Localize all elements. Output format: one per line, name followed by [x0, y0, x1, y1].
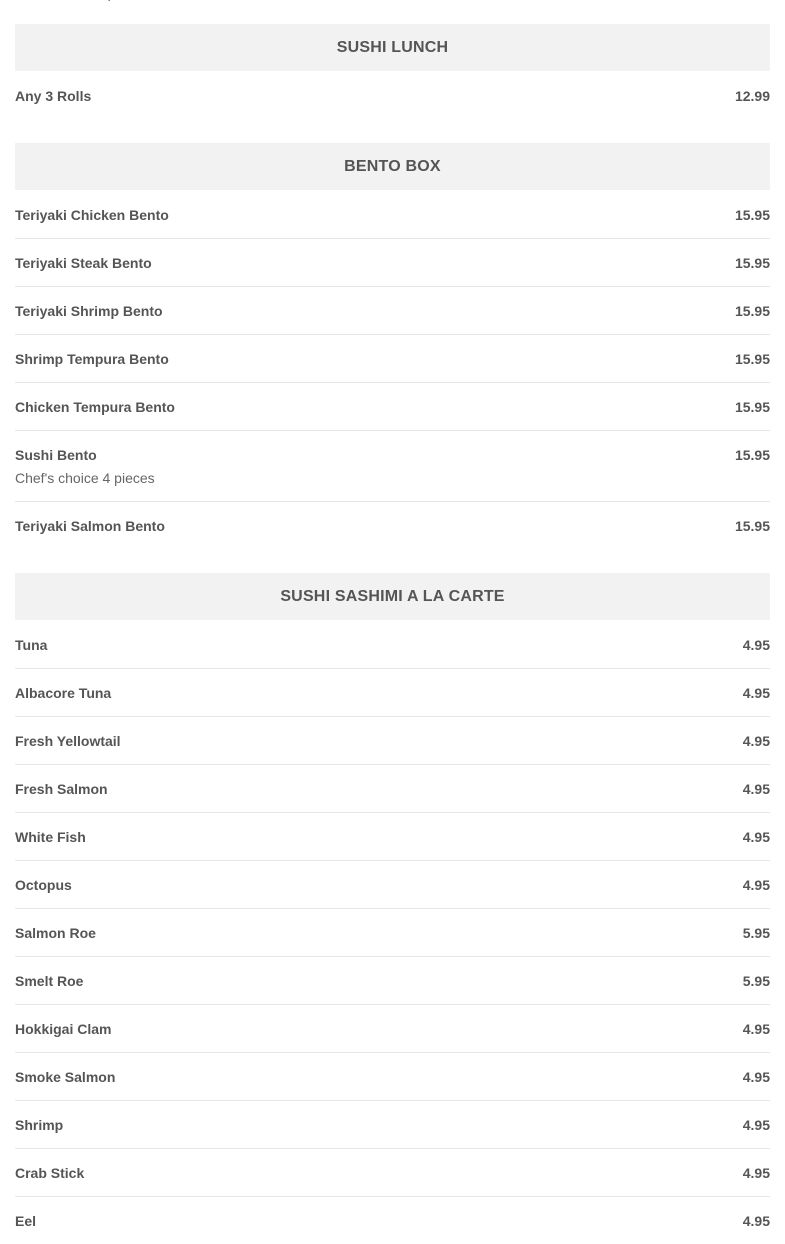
section-header: BENTO BOX: [15, 143, 770, 190]
menu-item-price: 4.95: [742, 733, 770, 749]
menu-item-row: [15, 974, 770, 988]
menu-item-row: [15, 256, 770, 270]
menu-item-row: [15, 686, 770, 700]
menu-item-row: [15, 1118, 770, 1132]
menu-item-name: Albacore Tuna: [15, 685, 112, 701]
menu-item-row: [15, 519, 770, 533]
menu-item-name: Shrimp: [15, 1117, 64, 1133]
menu-item[interactable]: [15, 669, 770, 717]
menu-item[interactable]: [15, 1149, 770, 1197]
menu-item-price: 15.95: [734, 351, 770, 367]
menu-item-price: 4.95: [742, 829, 770, 845]
menu-item-name: Any 3 Rolls: [15, 88, 92, 104]
menu-item[interactable]: [15, 1101, 770, 1149]
menu-item[interactable]: [15, 1053, 770, 1101]
menu-item-name: Hokkigai Clam: [15, 1021, 112, 1037]
menu-item-name: Shrimp Tempura Bento: [15, 351, 169, 367]
menu-item-row: [15, 1070, 770, 1084]
menu-item-price: 15.95: [734, 399, 770, 415]
menu-item-name: Fresh Yellowtail: [15, 733, 121, 749]
menu-item-name: Salmon Roe: [15, 925, 96, 941]
menu-item[interactable]: [15, 287, 770, 335]
menu-item-row: [15, 1166, 770, 1180]
menu-item[interactable]: [15, 861, 770, 909]
menu-item-name: Teriyaki Chicken Bento: [15, 207, 169, 223]
menu-item-row: [15, 89, 770, 103]
menu-item[interactable]: [15, 431, 770, 502]
menu-item-row: [15, 400, 770, 414]
menu-item-row: [15, 1022, 770, 1036]
menu-item-description: Chef's choice 4 pieces: [15, 470, 155, 486]
menu-item-row: [15, 926, 770, 940]
menu-item-name: Crab Stick: [15, 1165, 85, 1181]
menu-sections: [15, 24, 770, 1244]
menu-item-name: Sushi Bento: [15, 447, 97, 463]
menu-item-name: Eel: [15, 1213, 37, 1229]
menu-item-price: 4.95: [742, 1021, 770, 1037]
menu-item-name: Teriyaki Shrimp Bento: [15, 303, 163, 319]
menu-item-price: 15.95: [734, 255, 770, 271]
menu-item-price: 5.95: [742, 925, 770, 941]
menu-item-price: 5.95: [742, 973, 770, 989]
menu-item-price: 15.95: [734, 207, 770, 223]
menu-item-price: 4.95: [742, 1165, 770, 1181]
menu-item-name: Teriyaki Salmon Bento: [15, 518, 165, 534]
menu-item-row: [15, 304, 770, 318]
menu-item-name: Chicken Tempura Bento: [15, 399, 175, 415]
menu-item-row: [15, 208, 770, 222]
menu-item[interactable]: [15, 502, 770, 549]
menu-item-name: Octopus: [15, 877, 72, 893]
menu-item[interactable]: [15, 957, 770, 1005]
menu-item-price: 4.95: [742, 1213, 770, 1229]
menu-item-name: White Fish: [15, 829, 86, 845]
menu-item-price: 4.95: [742, 637, 770, 653]
menu-item-row: [15, 734, 770, 748]
menu-item[interactable]: [15, 239, 770, 287]
menu-item-price: 4.95: [742, 877, 770, 893]
section-header: SUSHI LUNCH: [15, 24, 770, 71]
menu-item[interactable]: [15, 765, 770, 813]
menu-item[interactable]: [15, 909, 770, 957]
menu-item-row: [15, 1214, 770, 1228]
menu-item-price: 15.95: [734, 303, 770, 319]
menu-item[interactable]: [15, 717, 770, 765]
menu-item[interactable]: [15, 71, 770, 119]
menu-item-row: [15, 638, 770, 652]
menu-item-row: [15, 448, 770, 462]
menu-item-price: 4.95: [742, 1117, 770, 1133]
menu-item-row: [15, 352, 770, 366]
menu-item-row: [15, 782, 770, 796]
menu-item-price: 4.95: [742, 781, 770, 797]
menu-page: [15, 0, 770, 1244]
menu-item-row: [15, 878, 770, 892]
menu-item-name: Smoke Salmon: [15, 1069, 116, 1085]
menu-item[interactable]: [15, 383, 770, 431]
menu-item[interactable]: [15, 620, 770, 669]
menu-item-row: [15, 830, 770, 844]
menu-item-name: Fresh Salmon: [15, 781, 108, 797]
menu-item-price: 15.95: [734, 447, 770, 463]
menu-item-name: Teriyaki Steak Bento: [15, 255, 152, 271]
menu-item-name: Smelt Roe: [15, 973, 84, 989]
menu-item-price: 12.99: [734, 88, 770, 104]
menu-item-name: Tuna: [15, 637, 48, 653]
menu-item-price: 4.95: [742, 685, 770, 701]
menu-item[interactable]: [15, 813, 770, 861]
menu-item[interactable]: [15, 190, 770, 239]
menu-item[interactable]: [15, 1197, 770, 1244]
menu-item[interactable]: [15, 335, 770, 383]
menu-item[interactable]: [15, 1005, 770, 1053]
section-header: SUSHI SASHIMI A LA CARTE: [15, 573, 770, 620]
menu-item-price: 4.95: [742, 1069, 770, 1085]
menu-item-price: 15.95: [734, 518, 770, 534]
